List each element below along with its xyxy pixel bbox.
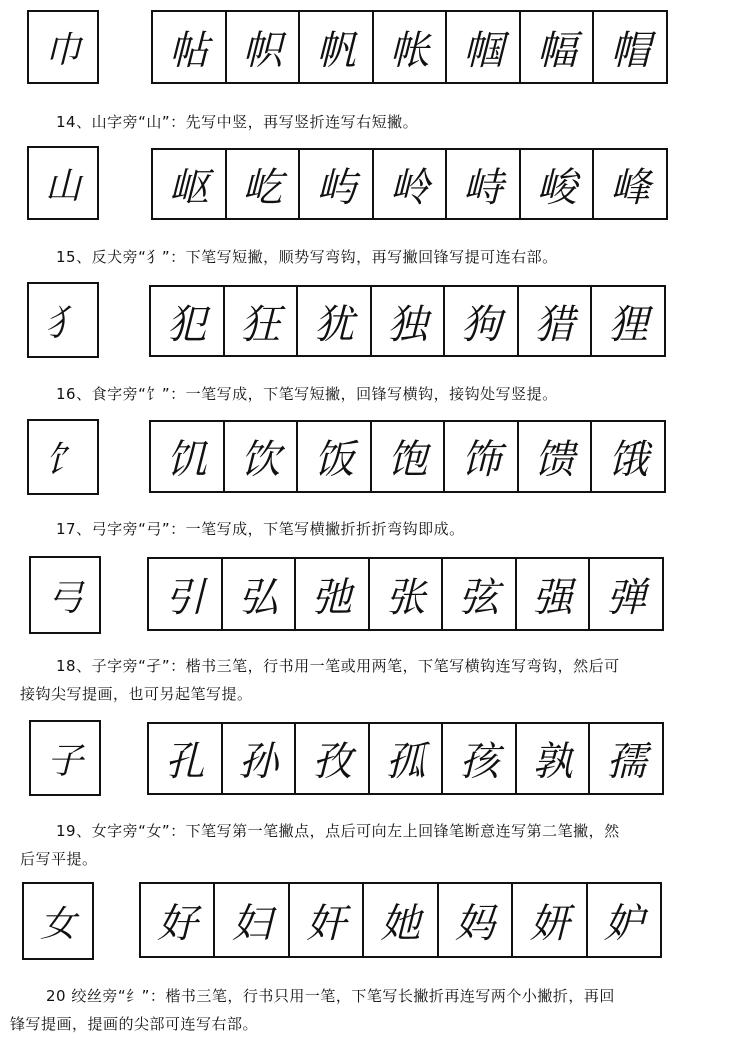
char-cell: 饭 [298, 422, 372, 491]
radical-box: 弓 [29, 556, 101, 634]
char-cell: 岖 [153, 150, 227, 218]
char-cell: 狸 [608, 301, 649, 348]
description-line: 后写平提。 [20, 850, 98, 868]
description-line: 20 绞丝旁“纟”：楷书三笔，行书只用一笔，下笔写长撇折再连写两个小撇折，再回 [46, 987, 615, 1005]
char-cell: 犯 [151, 287, 225, 355]
radical-box: 犭 [27, 282, 99, 358]
char-cell: 帽 [610, 27, 651, 74]
section-description [20, 243, 740, 271]
char-cell: 妇 [215, 884, 289, 956]
section-description [10, 982, 730, 1038]
char-cell: 强 [517, 559, 591, 629]
char-cell: 屿 [300, 150, 374, 218]
char-cell: 孜 [296, 724, 370, 793]
char-cell: 峻 [521, 150, 595, 218]
description-line: 14、山字旁“山”：先写中竖，再写竖折连写右短撇。 [56, 113, 419, 131]
char-cell: 帖 [153, 12, 227, 82]
char-cell: 张 [370, 559, 444, 629]
char-cell: 馈 [519, 422, 593, 491]
char-cell: 好 [141, 884, 215, 956]
description-line: 接钩尖写提画，也可另起笔写提。 [20, 685, 253, 703]
char-cell: 她 [364, 884, 438, 956]
char-cell: 峙 [447, 150, 521, 218]
char-cell: 猎 [519, 287, 593, 355]
char-cell: 弘 [223, 559, 297, 629]
char-cell: 妒 [603, 900, 644, 947]
char-cell: 弛 [296, 559, 370, 629]
char-cell: 孙 [223, 724, 297, 793]
char-cell: 孺 [606, 739, 647, 785]
char-row [147, 722, 664, 795]
char-cell: 饮 [225, 422, 299, 491]
char-cell: 岭 [374, 150, 448, 218]
char-cell: 孩 [443, 724, 517, 793]
char-cell: 孰 [517, 724, 591, 793]
char-cell: 饰 [445, 422, 519, 491]
char-cell: 独 [372, 287, 446, 355]
description-line: 锋写提画，提画的尖部可连写右部。 [10, 1015, 259, 1033]
description-line: 17、弓字旁“弓”：一笔写成，下笔写横撇折折折弯钩即成。 [56, 520, 465, 538]
char-cell: 犹 [298, 287, 372, 355]
char-row [149, 420, 666, 493]
char-cell: 帼 [447, 12, 521, 82]
description-line: 15、反犬旁“犭”：下笔写短撇，顺势写弯钩，再写撇回锋写提可连右部。 [56, 248, 558, 266]
section-description [20, 652, 740, 708]
char-cell: 狗 [445, 287, 519, 355]
char-cell: 狂 [225, 287, 299, 355]
char-cell: 帆 [300, 12, 374, 82]
char-cell: 饱 [372, 422, 446, 491]
description-line: 19、女字旁“女”：下笔写第一笔撇点，点后可向左上回锋笔断意连写第二笔撇，然 [56, 822, 620, 840]
char-row [151, 148, 668, 220]
radical-box: 子 [29, 720, 101, 796]
section-description [20, 380, 740, 408]
char-cell: 妍 [513, 884, 587, 956]
char-row [149, 285, 666, 357]
char-cell: 弦 [443, 559, 517, 629]
description-line: 18、子字旁“孑”：楷书三笔，行书用一笔或用两笔，下笔写横钩连写弯钩，然后可 [56, 657, 620, 675]
char-cell: 幅 [521, 12, 595, 82]
char-cell: 奸 [290, 884, 364, 956]
char-cell: 弹 [606, 574, 647, 621]
char-cell: 屹 [227, 150, 301, 218]
char-row [151, 10, 668, 84]
char-row [147, 557, 664, 631]
char-cell: 帐 [374, 12, 448, 82]
description-line: 16、食字旁“饣”：一笔写成，下笔写短撇，回锋写横钩，接钩处写竖提。 [56, 385, 558, 403]
section-description [20, 108, 740, 136]
char-cell: 饿 [608, 437, 649, 483]
section-description [20, 817, 740, 873]
char-row [139, 882, 662, 958]
char-cell: 妈 [439, 884, 513, 956]
char-cell: 孔 [149, 724, 223, 793]
radical-box: 女 [22, 882, 94, 960]
char-cell: 引 [149, 559, 223, 629]
radical-box: 饣 [27, 419, 99, 495]
char-cell: 孤 [370, 724, 444, 793]
radical-box: 巾 [27, 10, 99, 84]
char-cell: 帜 [227, 12, 301, 82]
char-cell: 峰 [610, 164, 651, 211]
radical-box: 山 [27, 146, 99, 220]
section-description [20, 515, 740, 543]
char-cell: 饥 [151, 422, 225, 491]
